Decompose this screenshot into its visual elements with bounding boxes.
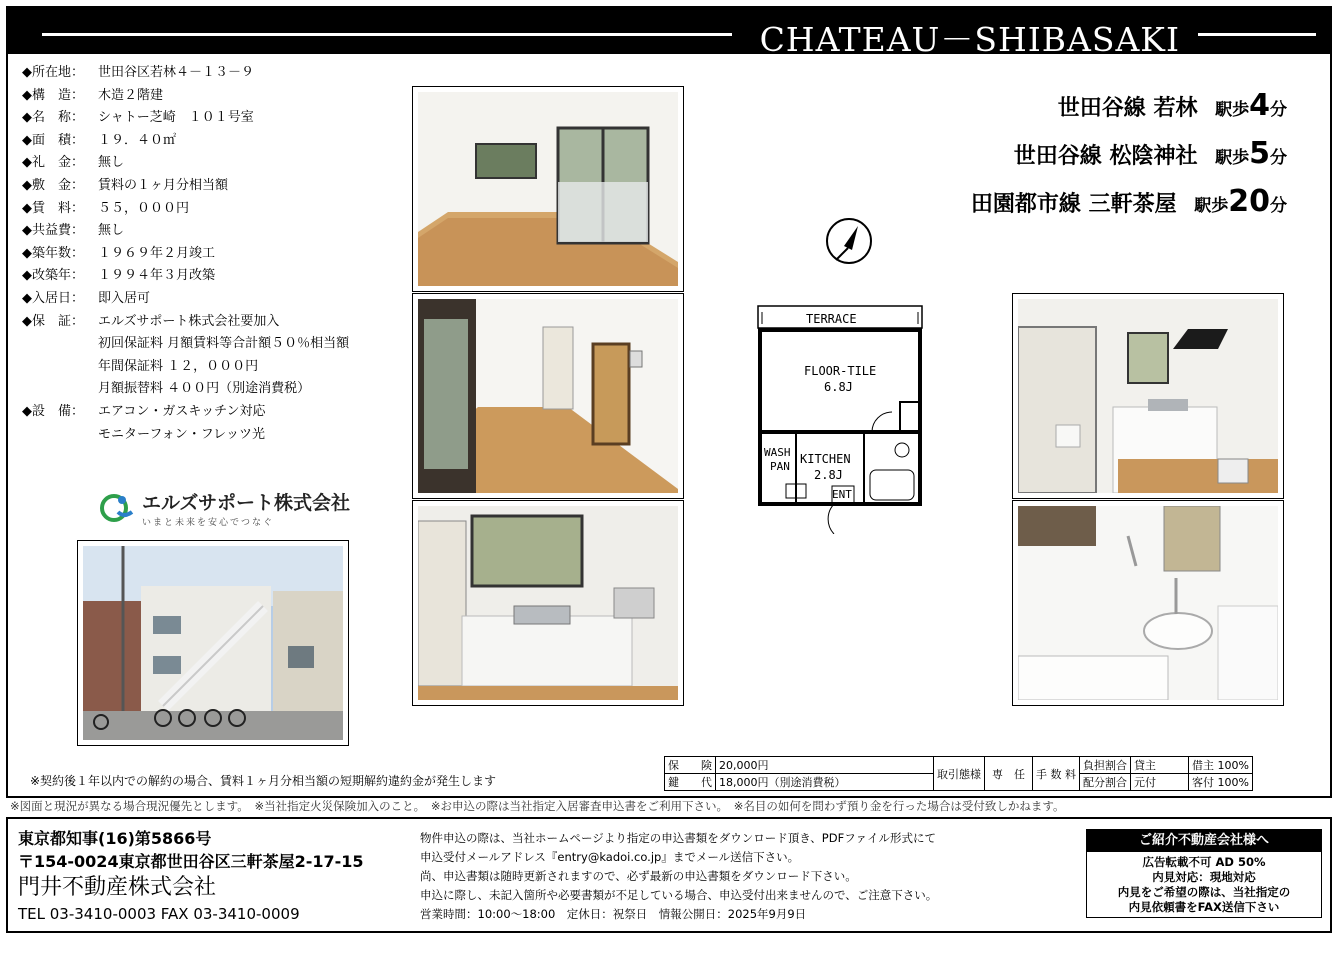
spec-row xyxy=(22,243,402,266)
fee-burden-label: 負担割合 xyxy=(1080,757,1131,774)
station-access xyxy=(971,84,1287,228)
bathroom-photo-image xyxy=(1018,506,1278,700)
fee-agent-label: 客付 100% xyxy=(1189,774,1253,791)
entrance-kitchen-photo-image xyxy=(1018,299,1278,493)
guarantor-tagline: いまと未来を安心でつなぐ xyxy=(142,518,275,528)
spec-value: 世田谷区若林４－１３－９ xyxy=(98,65,255,80)
spec-value: １９９４年３月改築 xyxy=(98,268,216,284)
cancellation-notice: ※契約後１年以内での解約の場合、賃料１ヶ月分相当額の短期解約違約金が発生します xyxy=(30,774,497,788)
plan-kitchen-label: KITCHEN xyxy=(800,452,851,466)
spec-list xyxy=(22,62,402,446)
access-row: 世田谷線 若林 駅歩4分 xyxy=(1057,88,1287,123)
referral-head: ご紹介不動産会社様へ xyxy=(1087,830,1321,852)
spec-key: ◆設 備： xyxy=(22,403,84,419)
floor-plan xyxy=(752,302,928,534)
plan-terrace-label: TERRACE xyxy=(806,312,857,326)
guarantee-line: 年間保証料 １２，０００円 xyxy=(98,358,259,374)
room-photo-closet xyxy=(412,293,684,499)
guarantee-line: 月額振替料 ４００円（別途消費税） xyxy=(98,381,311,397)
spec-key: ◆敷 金： xyxy=(22,177,84,193)
spec-row xyxy=(22,85,402,108)
room-photo-window xyxy=(412,86,684,292)
room-photo-closet-image xyxy=(418,299,678,493)
agent-company: 門井不動産株式会社 xyxy=(18,875,217,900)
spec-row xyxy=(22,220,402,243)
spec-value: 無し xyxy=(98,155,125,171)
fee-transaction-value: 専 任 xyxy=(985,757,1033,791)
spec-key: ◆改築年： xyxy=(22,268,84,284)
spec-value: ５５，０００円 xyxy=(98,200,190,216)
fee-key-label: 鍵 代 xyxy=(665,774,716,791)
spec-key: ◆賃 料： xyxy=(22,200,84,216)
agent-footer xyxy=(6,817,1332,933)
header-bar xyxy=(8,8,1330,59)
spec-row xyxy=(22,198,402,221)
plan-entrance-label: ENT xyxy=(832,488,852,501)
plan-pan-label: PAN xyxy=(770,460,790,473)
application-instructions: 物件申込の際は、当社ホームページより指定の申込書類をダウンロード頂き、PDFファイル形式にて 申込受付メールアドレス『entry@kadoi.co.jp』までメール送信下さい。 尚、申込書類は随時更新されますので、必ず最新の申込書類をダウンロード下さい。 申込に際し、未記入箇所や必要書類が不足している場合、申込受付出来ませんので、ご注意下さい。 営業時間：10:00～18:00 定休日：祝祭日 情報公開日：2025年9月9日 xyxy=(420,831,938,921)
spec-value: １９６９年２月竣工 xyxy=(98,245,216,261)
guarantor-logo-icon xyxy=(100,490,136,526)
fee-principal-label: 元付 xyxy=(1131,774,1189,791)
plan-wash-label: WASH xyxy=(764,446,791,459)
agent-address: 〒154-0024東京都世田谷区三軒茶屋2-17-15 xyxy=(18,852,364,871)
access-row: 田園都市線 三軒茶屋 駅歩20分 xyxy=(970,184,1287,219)
guarantor-name: エルズサポート株式会社 xyxy=(142,492,351,514)
spec-value: 即入居可 xyxy=(98,290,151,306)
kitchen-photo xyxy=(412,500,684,706)
spec-row xyxy=(22,265,402,288)
spec-row xyxy=(22,288,402,311)
spec-row xyxy=(22,152,402,175)
footnote: ※図面と現況が異なる場合現況優先とします。 ※当社指定火災保険加入のこと。 ※お申込の際は当社指定入居審査申込書をご利用下さい。 ※名目の如何を問わず預り金を行った場合は受付致しかねます。 xyxy=(10,799,1065,813)
equipment-line: モニターフォン・フレッツ光 xyxy=(98,426,266,442)
spec-value: エルズサポート株式会社要加入 xyxy=(98,313,280,329)
north-arrow-icon xyxy=(826,218,872,264)
spec-key: ◆面 積： xyxy=(22,132,84,148)
exterior-photo-image xyxy=(83,546,343,740)
spec-value: 木造２階建 xyxy=(98,87,164,103)
guarantee-line: 初回保証料 月額賃料等合計額５０％相当額 xyxy=(98,336,350,352)
header-rule xyxy=(42,33,732,36)
fee-transaction-label: 取引態様 xyxy=(934,757,985,791)
fee-commission-label: 手 数 料 xyxy=(1033,757,1080,791)
plan-room-label: FLOOR-TILE xyxy=(804,364,877,378)
spec-row xyxy=(22,107,402,130)
bathroom-photo xyxy=(1012,500,1284,706)
spec-key: ◆礼 金： xyxy=(22,155,84,171)
spec-key: ◆築年数： xyxy=(22,245,84,261)
agent-info xyxy=(18,827,364,926)
header-rule-right xyxy=(1198,33,1316,36)
kitchen-photo-image xyxy=(418,506,678,700)
spec-value: エアコン・ガスキッチン対応 xyxy=(98,403,266,419)
access-row: 世田谷線 松陰神社 駅歩5分 xyxy=(1013,136,1287,171)
fee-key-value: 18,000円（別途消費税） xyxy=(716,774,934,791)
room-photo-window-image xyxy=(418,92,678,286)
exterior-photo xyxy=(77,540,349,746)
agent-contact: TEL 03-3410-0003 FAX 03-3410-0009 xyxy=(18,905,300,923)
spec-key: ◆所在地： xyxy=(22,65,84,80)
fee-table xyxy=(664,756,1253,791)
fee-insurance-label: 保 険 xyxy=(665,757,716,774)
plan-room-size: 6.8J xyxy=(824,380,853,394)
spec-row xyxy=(22,62,402,85)
spec-value: 賃料の１ヶ月分相当額 xyxy=(98,177,229,193)
fee-tenant-label: 借主 100% xyxy=(1189,757,1253,774)
entrance-kitchen-photo xyxy=(1012,293,1284,499)
guarantor-logo xyxy=(100,488,350,528)
spec-value: 無し xyxy=(98,223,125,239)
spec-row xyxy=(22,311,402,334)
spec-key: ◆構 造： xyxy=(22,87,84,103)
fee-landlord-label: 貸主 xyxy=(1131,757,1189,774)
referral-box: ご紹介不動産会社様へ 広告転載不可 AD 50% 内見対応：現地対応 内見をご希望の際は、当社指定の 内見依頼書をFAX送信下さい xyxy=(1086,829,1322,918)
spec-row xyxy=(22,130,402,153)
building-title: CHATEAU－SHIBASAKI xyxy=(759,20,1180,59)
spec-key: ◆入居日： xyxy=(22,290,84,306)
spec-value: １９．４０㎡ xyxy=(98,132,177,148)
plan-kitchen-size: 2.8J xyxy=(814,468,843,482)
fee-dist-label: 配分割合 xyxy=(1080,774,1131,791)
fee-insurance-value: 20,000円 xyxy=(716,757,934,774)
spec-row xyxy=(22,175,402,198)
spec-key: ◆保 証： xyxy=(22,313,84,329)
spec-key: ◆共益費： xyxy=(22,223,84,239)
spec-key: ◆名 称： xyxy=(22,110,84,126)
agent-license: 東京都知事(16)第5866号 xyxy=(18,829,212,848)
spec-value: シャトー芝崎 １０１号室 xyxy=(98,110,254,126)
spec-row-equipment xyxy=(22,401,402,424)
